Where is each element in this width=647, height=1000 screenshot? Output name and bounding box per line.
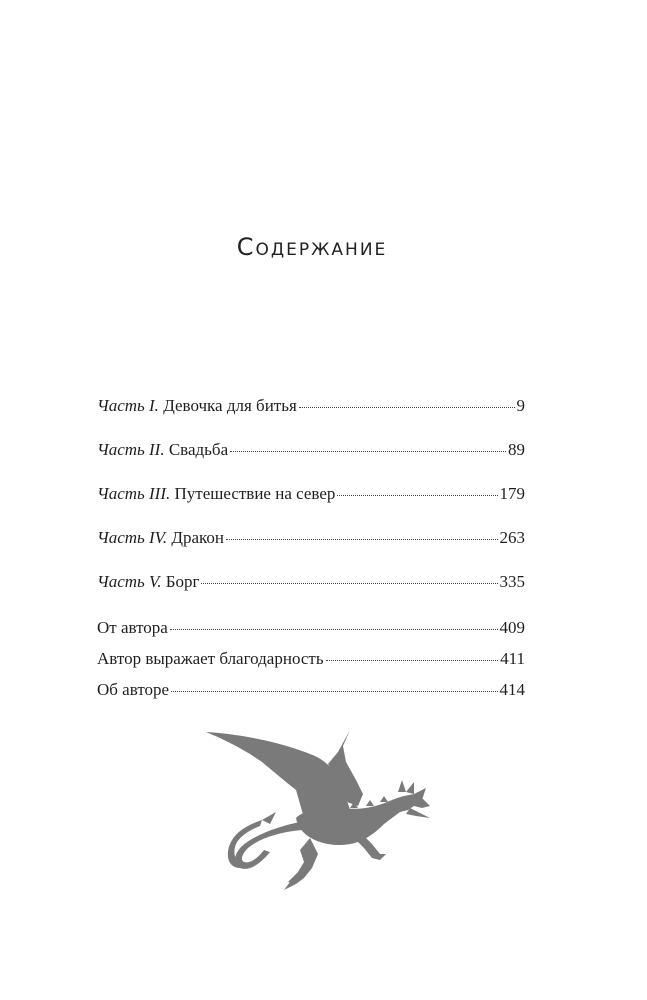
toc-entry-title: Автор выражает благодарность <box>97 649 324 668</box>
toc-entry-page: 335 <box>499 572 525 591</box>
toc-entry-page: 89 <box>508 440 525 459</box>
dragon-silhouette <box>206 730 430 890</box>
toc-entry-title: Об авторе <box>97 680 170 699</box>
toc-entry-title: Борг <box>165 572 200 591</box>
toc-entry-page: 409 <box>499 618 525 637</box>
toc-entry-from-author[interactable] <box>97 618 525 638</box>
toc-entry-title: Девочка для битья <box>163 396 297 415</box>
toc-entry-title: Свадьба <box>168 440 229 459</box>
toc-entry-part-label: Часть V. <box>97 572 162 591</box>
dot-leader <box>201 583 497 584</box>
dot-leader <box>230 451 506 452</box>
toc-entry-part-5[interactable] <box>97 572 525 592</box>
toc-entry-part-3[interactable] <box>97 484 525 504</box>
dot-leader <box>337 495 497 496</box>
toc-entry-part-label: Часть I. <box>97 396 159 415</box>
dot-leader <box>299 407 515 408</box>
dragon-icon <box>200 722 435 894</box>
page-title: Содержание <box>236 233 388 261</box>
toc-entry-page: 179 <box>499 484 525 503</box>
toc-entry-part-label: Часть II. <box>97 440 165 459</box>
toc-entry-about-author[interactable] <box>97 680 525 700</box>
toc-entry-page: 263 <box>499 528 525 547</box>
toc-entry-title: От автора <box>97 618 168 637</box>
toc-entry-title: Дракон <box>171 528 225 547</box>
toc-entry-page: 414 <box>499 680 525 699</box>
toc-entry-page: 9 <box>516 396 525 415</box>
toc-entry-title: Путешествие на север <box>174 484 336 503</box>
toc-entry-part-label: Часть IV. <box>97 528 168 547</box>
dot-leader <box>326 660 499 661</box>
toc-entry-part-4[interactable] <box>97 528 525 548</box>
toc-entry-part-2[interactable] <box>97 440 525 460</box>
dot-leader <box>171 691 497 692</box>
toc-entry-page: 411 <box>500 649 525 668</box>
toc-entry-part-label: Часть III. <box>97 484 171 503</box>
toc-entry-acknowledgements[interactable] <box>97 649 525 669</box>
dot-leader <box>226 539 497 540</box>
dot-leader <box>170 629 498 630</box>
toc-entry-part-1[interactable] <box>97 396 525 416</box>
